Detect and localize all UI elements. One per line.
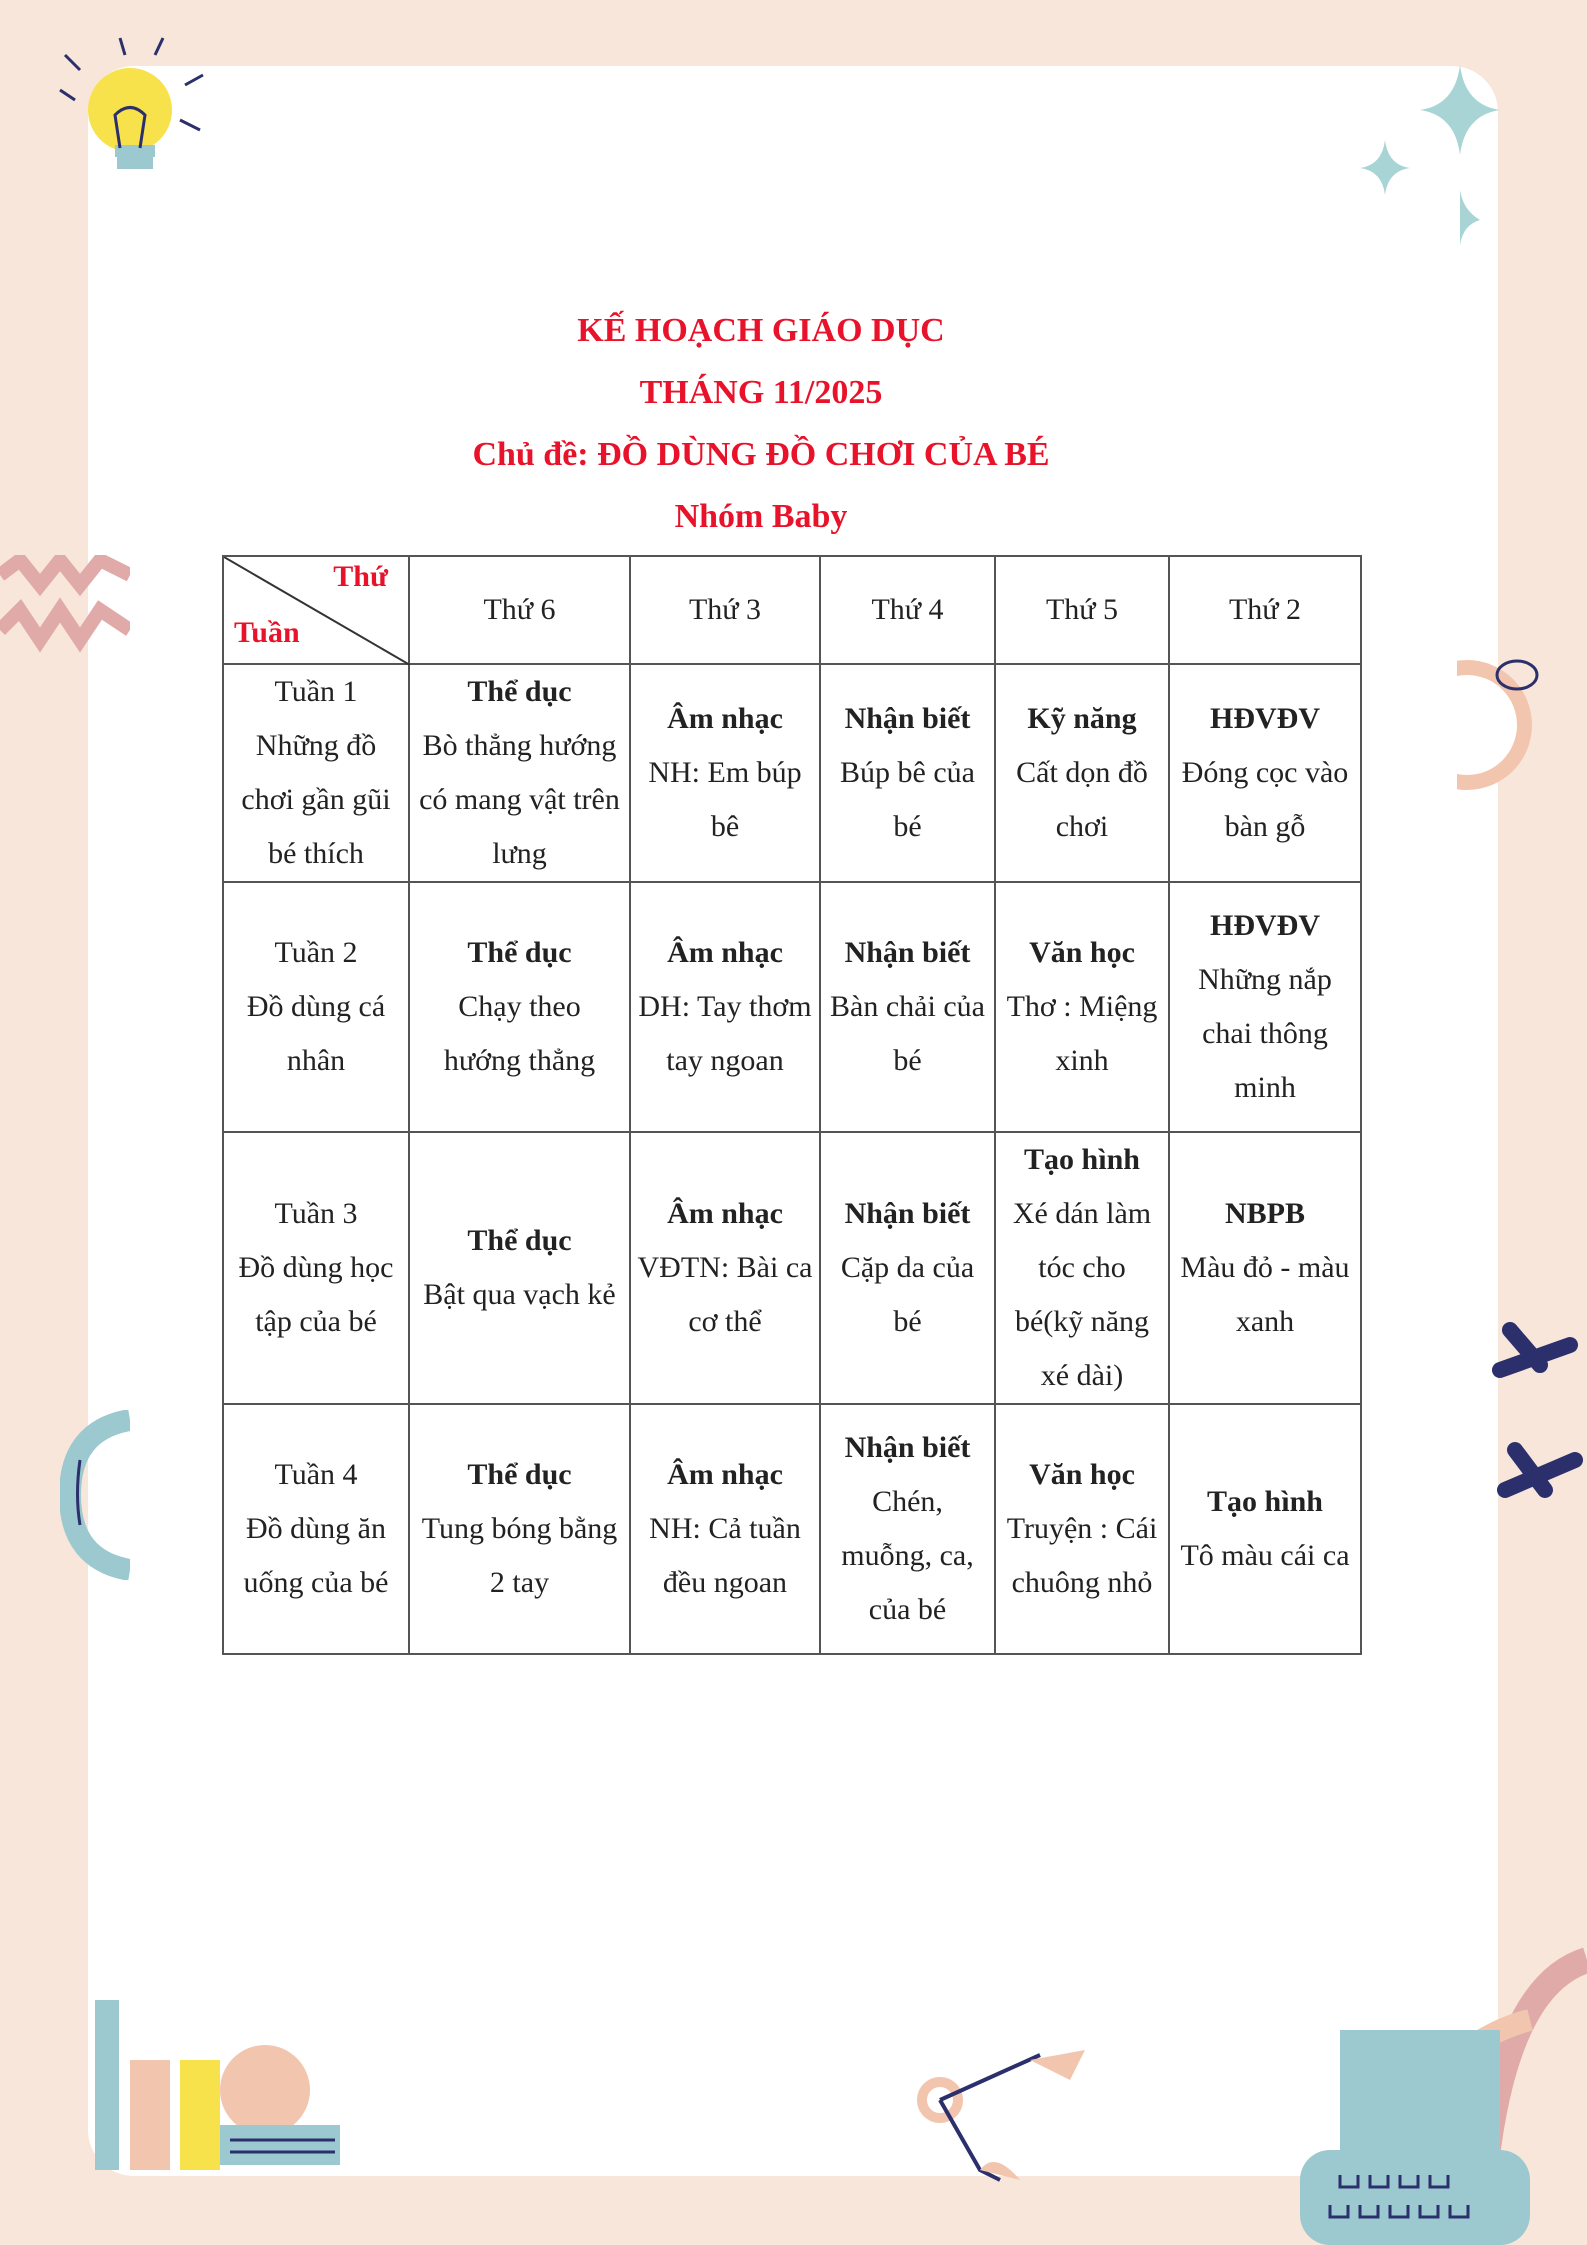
books-icon [90,1990,350,2180]
sparkle-icon [1350,60,1510,260]
activity-subject: Kỹ năng [1027,702,1137,735]
activity-cell [995,1132,1169,1404]
week-cell [223,664,409,882]
zigzag-icon [0,555,130,685]
week-topic: Những đồ chơi gần gũi bé thích [241,729,391,870]
activity-subject: HĐVĐV [1210,702,1320,735]
activity-cell [995,1404,1169,1654]
activity-cell [820,882,995,1132]
activity-text: Bật qua vạch kẻ [423,1278,616,1311]
activity-cell [995,882,1169,1132]
activity-text: DH: Tay thơm tay ngoan [638,990,812,1077]
activity-subject: Tạo hình [1024,1143,1140,1176]
activity-subject: Âm nhạc [667,702,783,735]
activity-cell [630,1132,820,1404]
week-label: Tuần 2 [274,936,358,969]
activity-cell [630,882,820,1132]
activity-cell [1169,1132,1361,1404]
activity-text: Chạy theo hướng thẳng [443,990,596,1077]
lightbulb-icon [55,30,215,190]
activity-cell [820,1404,995,1654]
week-label: Tuần 1 [274,675,358,708]
activity-subject: Văn học [1029,936,1135,969]
corner-cell [223,556,409,664]
activity-text: Cất dọn đồ chơi [1016,756,1148,843]
activity-subject: Nhận biết [844,1197,971,1230]
day-header: Thứ 2 [1169,556,1361,664]
week-label: Tuần 4 [274,1458,358,1491]
title-main: KẾ HOẠCH GIÁO DỤC [577,312,945,349]
day-header: Thứ 6 [409,556,630,664]
activity-subject: Thể dục [467,675,572,708]
week-topic: Đồ dùng cá nhân [246,990,386,1077]
activity-cell [409,1404,630,1654]
activity-cell [630,664,820,882]
day-header: Thứ 4 [820,556,995,664]
title-month: THÁNG 11/2025 [639,374,883,411]
activity-text: Những nắp chai thông minh [1198,963,1332,1104]
activity-subject: HĐVĐV [1210,909,1320,942]
activity-subject: Thể dục [467,1458,572,1491]
day-header: Thứ 3 [630,556,820,664]
week-label: Tuần 3 [274,1197,358,1230]
activity-cell [995,664,1169,882]
activity-cell [1169,664,1361,882]
activity-subject: Âm nhạc [667,1458,783,1491]
corner-thu-label: Thứ [333,560,388,593]
corner-tuan-label: Tuần [234,616,300,649]
table-row [223,882,1361,1132]
activity-text: Truyện : Cái chuông nhỏ [1006,1512,1158,1599]
activity-subject: Âm nhạc [667,1197,783,1230]
activity-text: NH: Em búp bê [648,756,802,843]
activity-text: Tô màu cái ca [1180,1539,1350,1572]
title-group: Nhóm Baby [674,498,848,535]
activity-subject: Thể dục [467,936,572,969]
activity-subject: Âm nhạc [667,936,783,969]
activity-text: Thơ : Miệng xinh [1006,990,1158,1077]
activity-text: Bàn chải của bé [830,990,985,1077]
activity-text: NH: Cả tuần đều ngoan [649,1512,801,1599]
activity-text: Màu đỏ - màu xanh [1180,1251,1350,1338]
activity-cell [820,1132,995,1404]
clock-icon [1457,640,1547,810]
activity-cell [820,664,995,882]
activity-subject: Nhận biết [844,702,971,735]
lamp-icon [910,2050,1090,2200]
table-row [223,1404,1361,1654]
activity-text: Búp bê của bé [840,756,975,843]
table-header-row [223,556,1361,664]
activity-subject: Nhận biết [844,936,971,969]
title-block [0,300,1522,548]
week-cell [223,882,409,1132]
magnifier-icon [60,1410,130,1580]
activity-subject: Văn học [1029,1458,1135,1491]
activity-text: Chén, muỗng, ca, của bé [841,1485,974,1626]
activity-cell [630,1404,820,1654]
table-row [223,664,1361,882]
activity-cell [409,1132,630,1404]
week-cell [223,1404,409,1654]
activity-cell [409,664,630,882]
activity-text: Cặp da của bé [840,1251,975,1338]
activity-text: Bò thẳng hướng có mang vật trên lưng [419,729,620,870]
activity-subject: Tạo hình [1207,1485,1323,1518]
activity-text: VĐTN: Bài ca cơ thể [637,1251,813,1338]
activity-text: Tung bóng bằng 2 tay [421,1512,618,1599]
plus-icon [1460,1310,1587,1530]
activity-subject: Nhận biết [844,1431,971,1464]
activity-text: Đóng cọc vào bàn gỗ [1181,756,1349,843]
table-row [223,1132,1361,1404]
activity-subject: NBPB [1224,1197,1305,1230]
activity-cell [409,882,630,1132]
typewriter-icon [1230,1900,1587,2245]
week-topic: Đồ dùng ăn uống của bé [243,1512,389,1599]
education-plan-table [222,555,1362,1655]
activity-text: Xé dán làm tóc cho bé(kỹ năng xé dài) [1012,1197,1152,1392]
activity-cell [1169,1404,1361,1654]
title-theme: Chủ đề: ĐỒ DÙNG ĐỒ CHƠI CỦA BÉ [472,436,1050,473]
day-header: Thứ 5 [995,556,1169,664]
activity-cell [1169,882,1361,1132]
week-topic: Đồ dùng học tập của bé [238,1251,394,1338]
activity-subject: Thể dục [467,1224,572,1257]
week-cell [223,1132,409,1404]
